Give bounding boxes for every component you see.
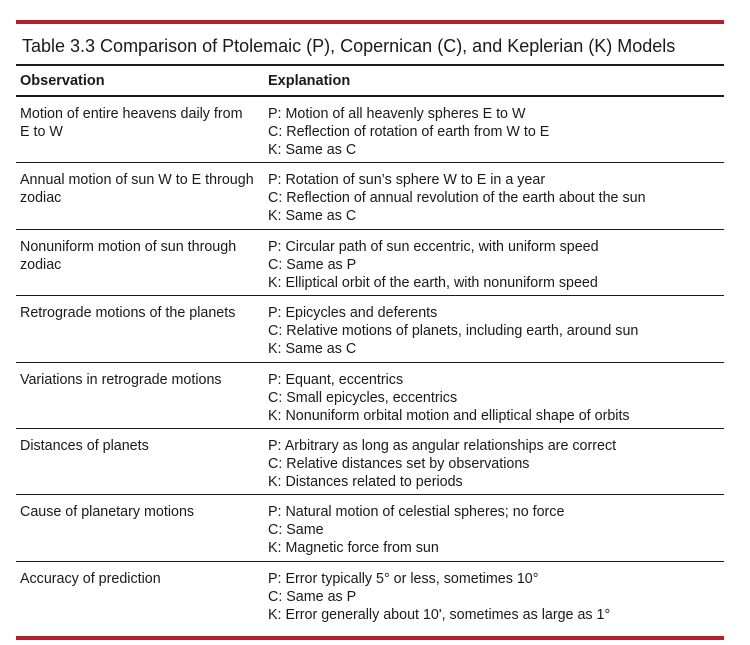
explanation-p: P: Motion of all heavenly spheres E to W [268,106,526,122]
explanation-p: P: Error typically 5° or less, sometimes 10° [268,570,539,587]
explanation-k: K: Magnetic force from sun [268,540,439,557]
explanation-cell [268,238,724,295]
table-row [16,495,724,561]
explanation-p: P: Natural motion of celestial spheres; no force [268,504,565,521]
explanation-c: C: Relative motions of planets, including earth, around sun [268,323,639,340]
observation-cell: Retrograde motions of the planets [20,305,236,322]
table-row [16,562,724,628]
observation-cell: Variations in retrograde motions [20,371,222,388]
explanation-cell [268,171,724,228]
explanation-c: C: Relative distances set by observations [268,455,530,472]
explanation-k: K: Distances related to periods [268,473,463,490]
explanation-c: C: Small epicycles, eccentrics [268,389,458,406]
explanation-p: P: Rotation of sun’s sphere W to E in a year [268,172,546,189]
table-row [16,163,724,229]
explanation-k: K: Error generally about 10', sometimes as large as 1° [268,606,611,623]
header-observation: Observation [20,73,105,89]
explanation-cell [268,570,724,628]
table-row [16,429,724,495]
explanation-cell [268,371,724,428]
explanation-p: P: Equant, eccentrics [268,371,404,388]
observation-cell: Cause of planetary motions [20,504,195,521]
explanation-c: C: Reflection of rotation of earth from W to E [268,124,550,140]
explanation-p: P: Circular path of sun eccentric, with uniform speed [268,238,599,255]
header-explanation: Explanation [268,73,351,89]
observation-cell: Annual motion of sun W to E through zodiac [20,172,254,207]
comparison-table [16,20,724,640]
observation-cell: Nonuniform motion of sun through zodiac [20,238,237,273]
explanation-c: C: Same [268,522,324,539]
explanation-p: P: Epicycles and deferents [268,305,438,322]
observation-cell: Accuracy of prediction [20,570,161,587]
explanation-c: C: Reflection of annual revolution of the earth about the sun [268,190,646,207]
explanation-k: K: Same as C [268,208,357,225]
table-header-row [16,66,724,97]
observation-cell: Distances of planets [20,437,149,454]
bottom-rule [16,636,724,640]
table-row [16,296,724,362]
table-title: Table 3.3 Comparison of Ptolemaic (P), Copernican (C), and Keplerian (K) Models [16,24,724,66]
explanation-k: K: Same as C [268,142,357,158]
explanation-c: C: Same as P [268,256,357,273]
explanation-cell [268,437,724,494]
explanation-p: P: Arbitrary as long as angular relationships are correct [268,437,617,454]
explanation-k: K: Elliptical orbit of the earth, with nonuniform speed [268,274,598,291]
explanation-k: K: Nonuniform orbital motion and elliptical shape of orbits [268,407,630,424]
explanation-c: C: Same as P [268,588,357,605]
explanation-cell [268,105,724,162]
table-row [16,97,724,163]
table-row [16,363,724,429]
explanation-k: K: Same as C [268,341,357,358]
explanation-cell [268,503,724,560]
observation-cell: Motion of entire heavens daily from E to W [20,106,243,140]
table-row [16,230,724,296]
explanation-cell [268,304,724,361]
